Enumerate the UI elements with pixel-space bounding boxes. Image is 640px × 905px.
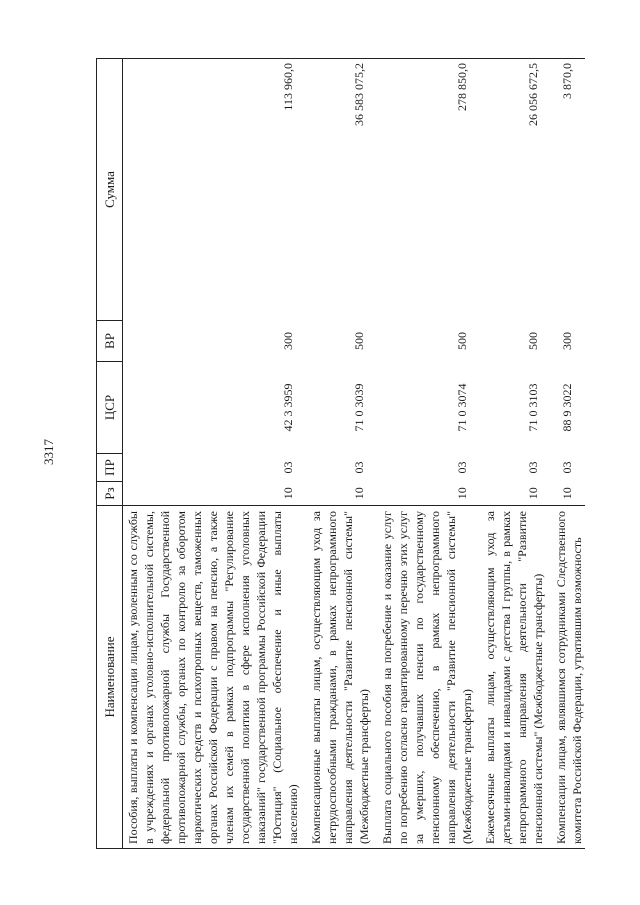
row-csr: 71 0 3039 xyxy=(352,383,366,432)
budget-table-page xyxy=(96,59,611,849)
row-pr: 03 xyxy=(455,461,469,474)
row-name: Пособия, выплаты и компенсации лицам, уволенным со службы в учреждениях и органах уголовно-исполнительной системы, федеральной противопожарной службы Государственной противопожарной службы, органах по контролю за оборотом наркотических средств и психотропных веществ, таможенных органах Российской Федерации с правом на пенсию, а также членам их семей в рамках подпрограммы "Регулирование государственной политики в сфере исполнения уголовных наказаний" государственной программы Российской Федерации "Юстиция" (Социальное обеспечение и иные выплаты населению) xyxy=(123,506,307,849)
page-number: 3317 xyxy=(41,439,56,465)
row-pr: 03 xyxy=(560,461,574,474)
row-vr: 300 xyxy=(560,332,574,350)
row-csr: 71 0 3103 xyxy=(526,383,540,432)
row-vr: 500 xyxy=(455,332,469,350)
row-name: Ежемесячные выплаты лицам, осуществляющим уход за детьми-инвалидами и инвалидами с детства I группы, в рамках непрограммного направления деятельности "Развитие пенсионной системы" (Межбюджетные трансферты) xyxy=(480,506,551,849)
table-row xyxy=(123,59,307,849)
header-sum: Сумма xyxy=(97,59,123,321)
budget-table xyxy=(96,58,585,849)
row-pr: 03 xyxy=(526,461,540,474)
header-name: Наименование xyxy=(97,506,123,849)
table-row xyxy=(306,59,377,849)
row-name: Компенсации лицам, являвшимся сотрудниками Следственного комитета Российской Федерации, утратившим возможность xyxy=(551,506,585,849)
row-rz: 10 xyxy=(560,487,574,500)
table-row xyxy=(480,59,551,849)
row-vr: 300 xyxy=(281,332,295,350)
row-rz: 10 xyxy=(352,487,366,500)
row-pr: 03 xyxy=(352,461,366,474)
row-csr: 88 9 3022 xyxy=(560,383,574,432)
row-name: Компенсационные выплаты лицам, осуществляющим уход за нетрудоспособными гражданами, в рамках непрограммного направления деятельности "Развитие пенсионной системы" (Межбюджетные трансферты) xyxy=(306,506,377,849)
row-vr: 500 xyxy=(526,332,540,350)
row-sum: 36 583 075,2 xyxy=(306,59,377,321)
row-vr: 500 xyxy=(352,332,366,350)
row-csr: 71 0 3074 xyxy=(455,383,469,432)
header-pr: ПР xyxy=(97,454,123,482)
table-header-row xyxy=(97,59,123,849)
row-rz: 10 xyxy=(281,487,295,500)
row-name: Выплата социального пособия на погребение и оказание услуг по погребению согласно гарантированному перечню этих услуг за умерших, получавших пенсии по государственному пенсионному обеспечению, в рамках непрограммного направления деятельности "Развитие пенсионной системы" (Межбюджетные трансферты) xyxy=(377,506,480,849)
row-sum: 26 056 672,5 xyxy=(480,59,551,321)
header-csr: ЦСР xyxy=(97,362,123,454)
row-csr: 42 3 3959 xyxy=(281,383,295,432)
row-sum: 278 850,0 xyxy=(377,59,480,321)
row-pr: 03 xyxy=(281,461,295,474)
row-sum: 3 870,0 xyxy=(551,59,585,321)
table-row xyxy=(377,59,480,849)
header-vr: ВР xyxy=(97,321,123,362)
row-rz: 10 xyxy=(526,487,540,500)
header-rz: Рз xyxy=(97,482,123,506)
row-sum: 113 960,0 xyxy=(123,59,307,321)
row-rz: 10 xyxy=(455,487,469,500)
table-row xyxy=(551,59,585,849)
